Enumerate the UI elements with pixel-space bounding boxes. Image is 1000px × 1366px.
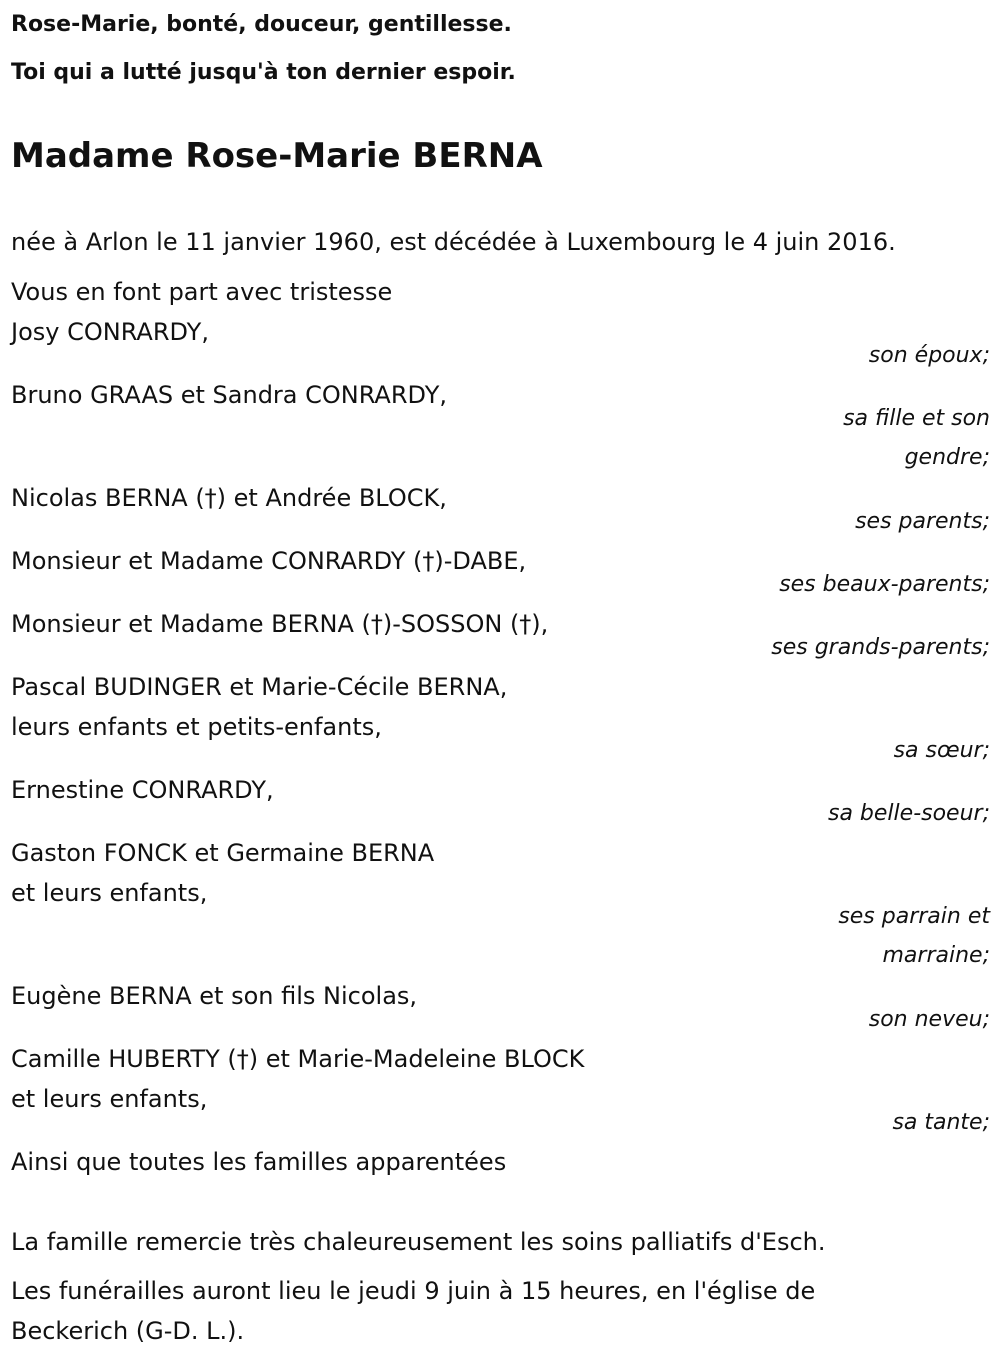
family-names: Eugène BERNA et son fils Nicolas, xyxy=(11,982,418,1010)
family-relation: sa belle-soeur; xyxy=(828,801,990,826)
family-relation: ses grands-parents; xyxy=(771,635,990,660)
page-title: Madame Rose-Marie BERNA xyxy=(11,136,543,176)
family-names: Pascal BUDINGER et Marie-Cécile BERNA, xyxy=(11,673,508,701)
family-names: Monsieur et Madame CONRARDY (†)-DABE, xyxy=(11,547,527,575)
birth-death-text: née à Arlon le 11 janvier 1960, est décédée à Luxembourg le 4 juin 2016. xyxy=(11,228,896,256)
family-relation: marraine; xyxy=(882,943,990,968)
thanks-text: La famille remercie très chaleureusement les soins palliatifs d'Esch. xyxy=(11,1228,826,1256)
funeral-text: Les funérailles auront lieu le jeudi 9 juin à 15 heures, en l'église de xyxy=(11,1277,816,1305)
family-names: Monsieur et Madame BERNA (†)-SOSSON (†), xyxy=(11,610,549,638)
family-relation: sa sœur; xyxy=(893,738,990,763)
family-names: Ernestine CONRARDY, xyxy=(11,776,274,804)
family-names: Gaston FONCK et Germaine BERNA xyxy=(11,839,435,867)
family-relation: gendre; xyxy=(904,445,990,470)
family-relation: son neveu; xyxy=(868,1007,990,1032)
family-names: Josy CONRARDY, xyxy=(11,318,209,346)
family-relation: sa fille et son xyxy=(843,406,990,431)
family-relation: sa tante; xyxy=(892,1110,990,1135)
family-names: leurs enfants et petits-enfants, xyxy=(11,713,382,741)
family-names: Camille HUBERTY (†) et Marie-Madeleine BLOCK xyxy=(11,1045,585,1073)
family-relation: ses beaux-parents; xyxy=(779,572,990,597)
closing-text: Ainsi que toutes les familles apparentées xyxy=(11,1148,507,1176)
announcement-text: Vous en font part avec tristesse xyxy=(11,278,393,306)
intro-line-2: Toi qui a lutté jusqu'à ton dernier espoir. xyxy=(11,60,516,85)
family-names: et leurs enfants, xyxy=(11,1085,208,1113)
family-names: Nicolas BERNA (†) et Andrée BLOCK, xyxy=(11,484,447,512)
family-relation: son époux; xyxy=(868,343,990,368)
family-relation: ses parrain et xyxy=(838,904,990,929)
family-names: et leurs enfants, xyxy=(11,879,208,907)
family-relation: ses parents; xyxy=(855,509,990,534)
family-names: Bruno GRAAS et Sandra CONRARDY, xyxy=(11,381,447,409)
intro-line-1: Rose-Marie, bonté, douceur, gentillesse. xyxy=(11,12,512,37)
funeral-text: Beckerich (G-D. L.). xyxy=(11,1317,245,1345)
